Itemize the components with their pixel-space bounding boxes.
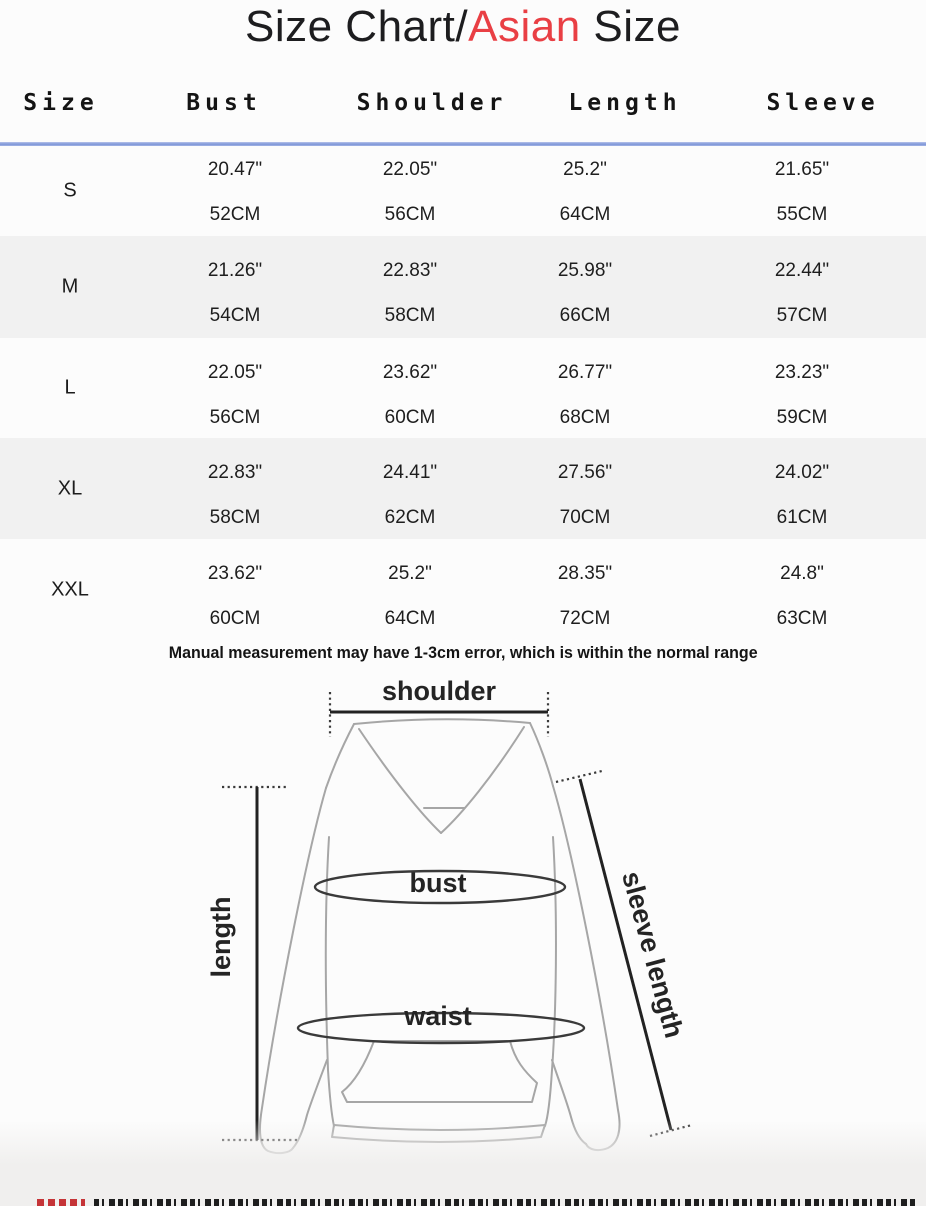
length-label: length — [206, 896, 236, 978]
hoodie-measurement-diagram — [0, 670, 926, 1194]
bust-cell: 23.62" 60CM — [207, 563, 263, 629]
bust-cell: 22.83" 58CM — [207, 462, 263, 528]
table-row-xxl — [0, 539, 926, 640]
page-title — [0, 2, 926, 52]
column-header-sleeve: Sleeve — [766, 90, 880, 116]
sleeve-cell: 23.23" 59CM — [774, 362, 830, 428]
length-cell: 26.77" 68CM — [557, 362, 613, 428]
hood-right-edge — [530, 723, 553, 786]
column-header-length: Length — [568, 90, 682, 116]
size-label: M — [61, 275, 79, 298]
shoulder-label: shoulder — [381, 676, 497, 706]
title-suffix: Size — [580, 2, 682, 51]
shoulder-cell: 22.83" 58CM — [382, 260, 438, 326]
sleeve-cell: 21.65" 55CM — [774, 159, 830, 225]
shoulder-cell: 24.41" 62CM — [382, 462, 438, 528]
hood-left-fold — [359, 729, 441, 833]
right-sleeve-outer — [553, 786, 620, 1150]
table-row-xl — [0, 438, 926, 539]
size-label: XXL — [51, 578, 89, 600]
size-table — [0, 146, 926, 640]
table-header-row — [0, 86, 926, 120]
length-cell: 27.56" 70CM — [557, 462, 613, 528]
size-label: L — [64, 376, 76, 399]
length-cell: 28.35" 72CM — [557, 563, 613, 629]
title-highlight: Asian — [468, 2, 581, 51]
bust-cell: 21.26" 54CM — [207, 260, 263, 326]
title-prefix: Size Chart/ — [244, 2, 469, 51]
size-label: XL — [57, 477, 83, 499]
column-header-bust: Bust — [186, 90, 262, 116]
cutoff-note-text-fragment — [94, 1199, 918, 1206]
sleeve-cell: 22.44" 57CM — [774, 260, 830, 326]
sleeve-cell: 24.8" 63CM — [776, 563, 828, 629]
table-row-m — [0, 236, 926, 338]
cutoff-note-red-fragment — [37, 1199, 85, 1206]
shoulder-cell: 25.2" 64CM — [384, 563, 436, 629]
shoulder-cell: 23.62" 60CM — [382, 362, 438, 428]
shoulder-cell: 22.05" 56CM — [382, 159, 438, 225]
length-cell: 25.98" 66CM — [557, 260, 613, 326]
measurement-tolerance-note: Manual measurement may have 1-3cm error, which is within the normal range — [168, 643, 758, 662]
bust-cell: 22.05" 56CM — [207, 362, 263, 428]
length-cell: 25.2" 64CM — [559, 159, 611, 225]
column-header-shoulder: Shoulder — [356, 90, 508, 116]
table-row-l — [0, 338, 926, 438]
hood-top-edge — [354, 719, 530, 724]
pocket-outline — [342, 1041, 537, 1102]
sleeve-length-label: sleeve length — [616, 868, 690, 1042]
waist-label: waist — [404, 1001, 472, 1031]
left-sleeve-outer — [260, 788, 326, 1153]
size-label: S — [63, 179, 77, 202]
table-row-s — [0, 146, 926, 236]
bottom-fade-band — [0, 1120, 926, 1206]
column-header-size: Size — [23, 90, 99, 116]
bust-label: bust — [409, 868, 467, 898]
bust-cell: 20.47" 52CM — [207, 159, 263, 225]
hood-right-fold — [441, 727, 524, 833]
hood-left-edge — [326, 724, 354, 788]
sleeve-cell: 24.02" 61CM — [774, 462, 830, 528]
